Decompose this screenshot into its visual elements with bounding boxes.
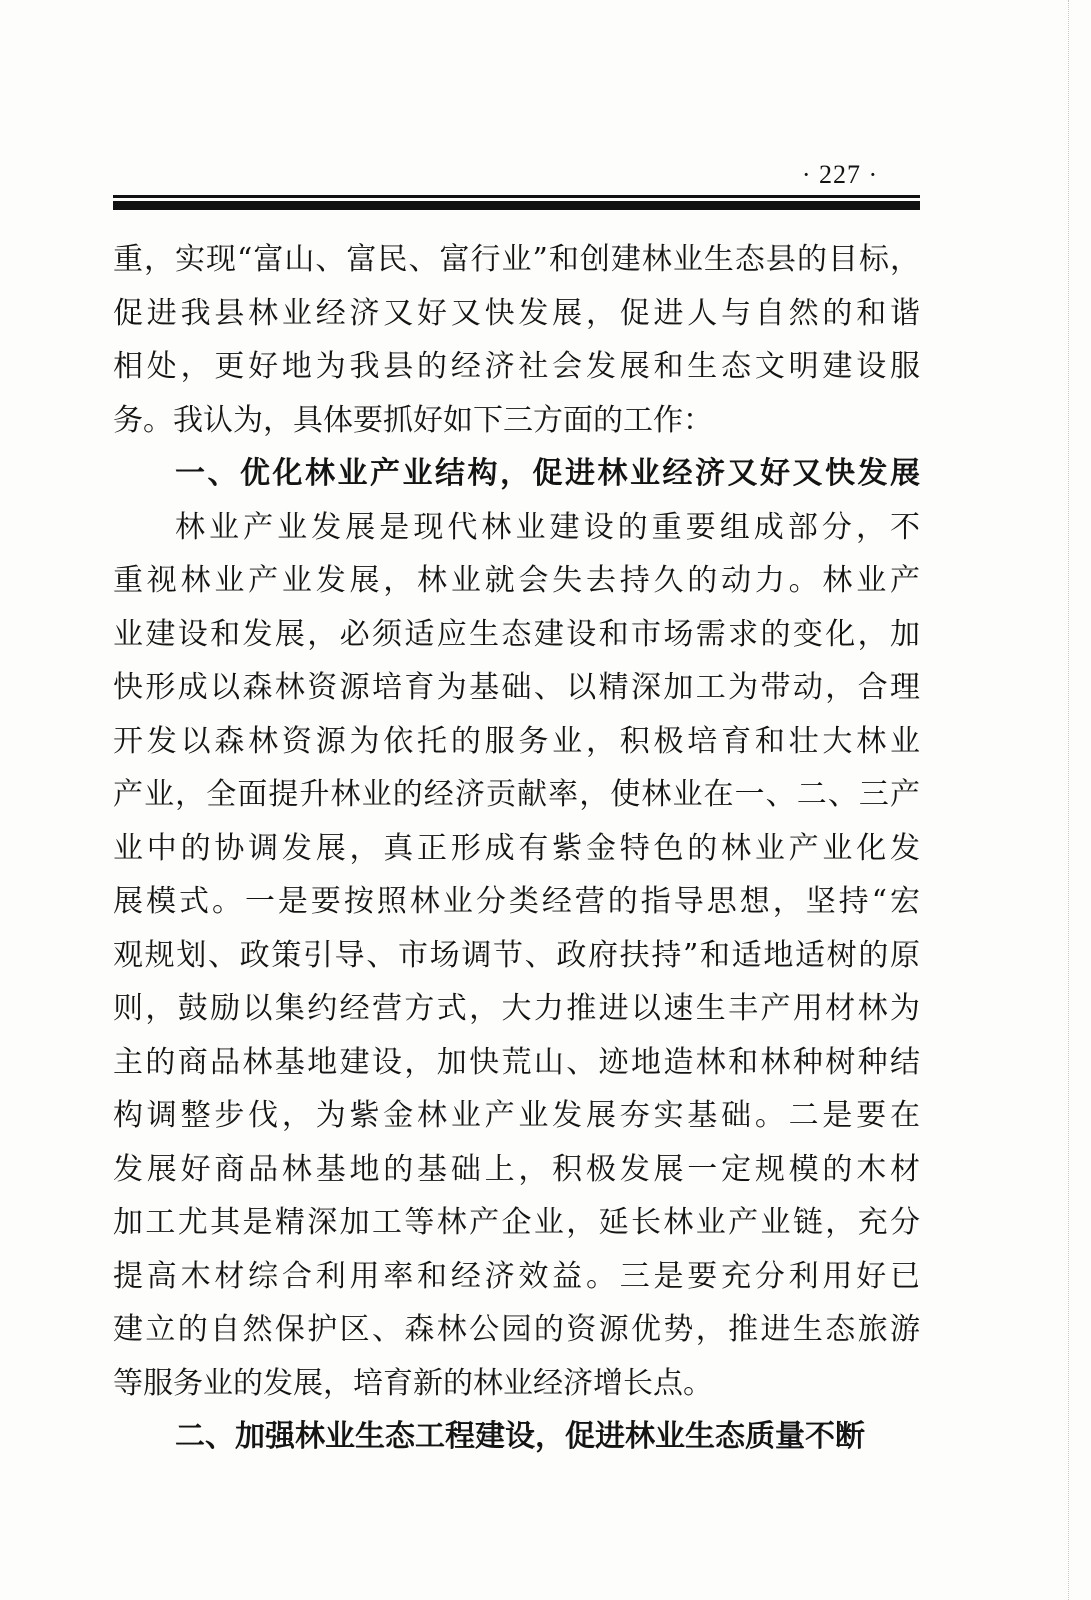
text-line: 促进我县林业经济又好又快发展，促进人与自然的和谐 [113,295,920,331]
text-line: 观规划、政策引导、市场调节、政府扶持”和适地适树的原 [113,937,920,973]
header-rule-thick [113,201,920,210]
text-line: 发展好商品林基地的基础上，积极发展一定规模的木材 [113,1151,920,1187]
text-line: 重视林业产业发展，林业就会失去持久的动力。林业产 [113,563,920,598]
header-rule-thin [113,195,920,198]
section-heading-1: 一、优化林业产业结构，促进林业经济又好又快发展 [175,456,920,491]
text-line: 产业，全面提升林业的经济贡献率，使林业在一、二、三产 [113,777,920,812]
text-line: 务。我认为，具体要抓好如下三方面的工作： [113,402,713,438]
text-line: 重，实现“富山、富民、富行业”和创建林业生态县的目标， [113,242,920,277]
page-number: · 227 · [801,160,879,189]
text-line: 相处，更好地为我县的经济社会发展和生态文明建设服 [113,349,920,384]
text-line: 业中的协调发展，真正形成有紫金特色的林业产业化发 [113,830,920,866]
text-line: 构调整步伐，为紫金林业产业发展夯实基础。二是要在 [113,1098,920,1133]
text-line: 开发以森林资源为依托的服务业，积极培育和壮大林业 [113,723,920,759]
text-line: 展模式。一是要按照林业分类经营的指导思想，坚持“宏 [113,884,920,919]
text-line: 主的商品林基地建设，加快荒山、迹地造林和林种树种结 [113,1044,920,1080]
page-body-text [113,233,920,1464]
text-line: 提高木材综合利用率和经济效益。三是要充分利用好已 [113,1258,920,1294]
text-line: 则，鼓励以集约经营方式，大力推进以速生丰产用材林为 [113,991,920,1026]
section-heading-2: 二、加强林业生态工程建设，促进林业生态质量不断 [175,1419,865,1454]
text-line: 加工尤其是精深加工等林产企业，延长林业产业链，充分 [113,1205,920,1240]
text-line: 建立的自然保护区、森林公园的资源优势，推进生态旅游 [113,1312,920,1347]
text-line: 业建设和发展，必须适应生态建设和市场需求的变化，加 [113,616,920,652]
text-line: 等服务业的发展，培育新的林业经济增长点。 [113,1365,713,1401]
text-line: 快形成以森林资源培育为基础、以精深加工为带动，合理 [113,670,920,705]
paragraph-first-line: 林业产业发展是现代林业建设的重要组成部分，不 [175,509,920,545]
scan-edge-line [1068,0,1069,1600]
